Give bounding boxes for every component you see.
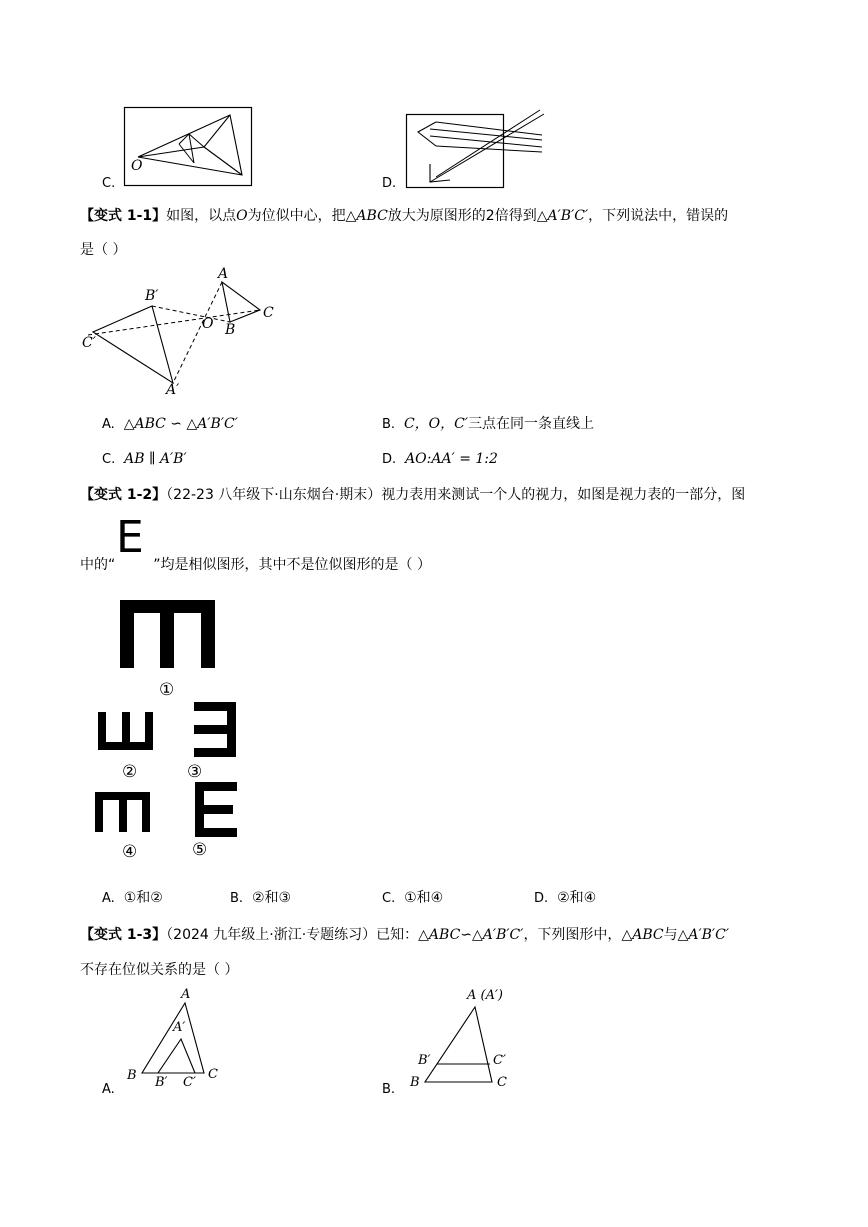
v12-label-5: ⑤ xyxy=(192,840,208,860)
v13-fig-a-C: C xyxy=(208,1067,218,1082)
option-c-point-label: O xyxy=(131,158,143,174)
v12-e-figure-3 xyxy=(194,702,236,758)
option-c-figure xyxy=(124,107,254,187)
v12-label-2: ② xyxy=(122,762,138,782)
v13-fig-b-B2: B′ xyxy=(418,1053,431,1068)
v12-label-1: ① xyxy=(159,680,175,700)
v13-question-line2: 不存在位似关系的是（ ） xyxy=(80,962,239,978)
v11-label-C: C xyxy=(263,305,274,321)
v11-label-A2: A′ xyxy=(166,382,180,398)
v13-fig-b-C2: C′ xyxy=(493,1053,506,1068)
v13-fig-a-A: A xyxy=(181,987,191,1002)
v13-fig-b-label: B. xyxy=(382,1082,396,1097)
v11-label-O: O xyxy=(202,316,214,332)
v12-option-d[interactable]: D. ②和④ xyxy=(534,890,597,906)
v12-e-figure-2 xyxy=(98,712,154,752)
v13-tag: 【变式 1-3】 xyxy=(80,927,167,943)
v13-fig-b-A: A (A′) xyxy=(467,988,504,1003)
v13-fig-a-B2: B′ xyxy=(155,1075,168,1090)
v11-question-line2: 是（ ） xyxy=(80,242,127,258)
v11-option-c[interactable]: C. AB ∥ A′B′ xyxy=(102,451,187,467)
v12-e-figure-4 xyxy=(95,792,151,834)
v11-label-C2: C′ xyxy=(82,335,96,351)
v13-fig-a-B: B xyxy=(127,1068,137,1083)
v12-option-b[interactable]: B. ②和③ xyxy=(230,890,292,906)
v13-fig-a-A2: A′ xyxy=(173,1020,186,1035)
v12-question-line2: 中的“ ”均是相似图形，其中不是位似图形的是（ ） xyxy=(80,557,431,573)
v13-question-line1: 【变式 1-3】（2024 九年级上·浙江·专题练习）已知：△ABC∽△A′B′C′，下列图形中，△ABC与△A′B′C′ xyxy=(80,927,729,943)
v11-option-a[interactable]: A. △ABC ∽ △A′B′C′ xyxy=(102,416,238,432)
v12-label-3: ③ xyxy=(187,762,203,782)
v11-option-b[interactable]: B. C，O，C′三点在同一条直线上 xyxy=(382,416,595,432)
v12-option-c[interactable]: C. ①和④ xyxy=(382,890,444,906)
v12-e-symbol: E xyxy=(116,512,144,563)
v11-option-d[interactable]: D. AO:AA′ = 1:2 xyxy=(382,451,498,467)
option-c-label: C. xyxy=(102,176,116,191)
v11-question-line1: 【变式 1-1】如图，以点O为位似中心，把△ABC放大为原图形的2倍得到△A′B′C′，下列说法中，错误的 xyxy=(80,208,729,224)
v11-label-B: B xyxy=(225,322,236,338)
v12-e-figure-5 xyxy=(195,782,237,838)
v12-tag: 【变式 1-2】 xyxy=(80,487,167,503)
option-d-figure xyxy=(406,110,546,190)
option-d-label: D. xyxy=(382,176,397,191)
v13-fig-a-label: A. xyxy=(102,1082,115,1097)
v11-label-B2: B′ xyxy=(145,288,159,304)
v12-e-figure-1 xyxy=(120,600,216,670)
v11-tag: 【变式 1-1】 xyxy=(80,208,167,224)
v12-label-4: ④ xyxy=(122,842,138,862)
v13-fig-a-C2: C′ xyxy=(183,1075,196,1090)
v13-fig-b-B: B xyxy=(410,1075,420,1090)
v12-option-a[interactable]: A. ①和② xyxy=(102,890,163,906)
v13-fig-b xyxy=(420,1000,500,1085)
v13-fig-b-C: C xyxy=(497,1075,507,1090)
v12-question-line1: 【变式 1-2】（22-23 八年级下·山东烟台·期末）视力表用来测试一个人的视力，如图是视力表的一部分，图 xyxy=(80,487,746,503)
v11-label-A: A xyxy=(218,266,229,282)
v11-figure xyxy=(80,265,290,400)
